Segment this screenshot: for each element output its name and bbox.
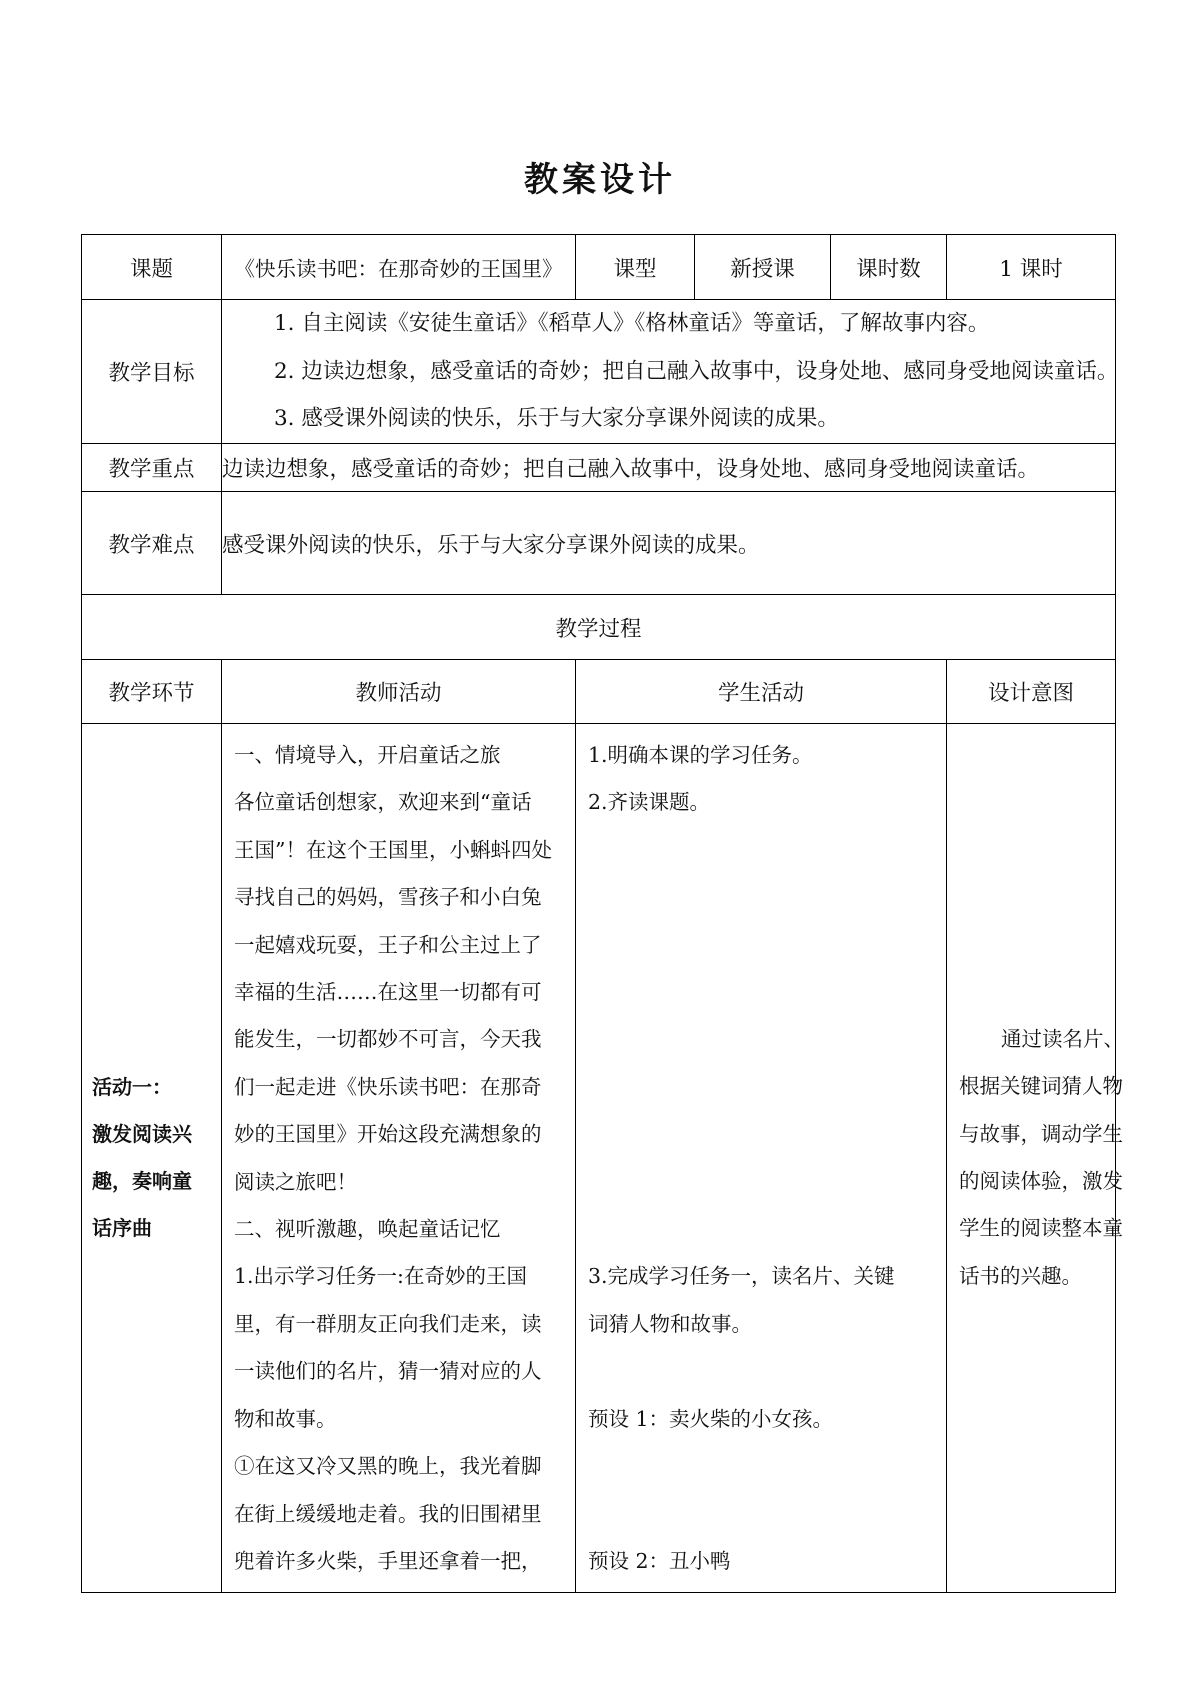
design-intent-line: 话书的兴趣。 [959, 1263, 1082, 1288]
column-header: 学生活动 [576, 660, 947, 724]
teacher-activity-line: 二、视听激趣，唤起童话记忆 [234, 1217, 501, 1242]
teacher-activity-line: 们一起走进《快乐读书吧：在那奇 [234, 1074, 542, 1099]
student-activity-line: 3.完成学习任务一，读名片、关键 [588, 1264, 895, 1289]
student-activity-line [588, 874, 940, 921]
activity-stage-line: 话序曲 [92, 1216, 152, 1240]
key-point-label: 教学重点 [82, 444, 222, 492]
student-activity-line [588, 1016, 940, 1063]
design-intent-cell [947, 724, 1124, 1593]
document-title: 教案设计 [524, 160, 676, 200]
activity-stage-line: 趣，奏响童 [92, 1169, 192, 1193]
teacher-activity-line: 能发生，一切都妙不可言，今天我 [234, 1027, 542, 1052]
teacher-activity-line: 1.出示学习任务一:在奇妙的王国 [234, 1264, 527, 1289]
student-activity-line: 预设 2：丑小鸭 [588, 1548, 731, 1573]
header-row [82, 235, 1116, 300]
design-intent-line: 通过读名片、 [1001, 1026, 1124, 1051]
student-activity-line [588, 1443, 940, 1490]
process-heading-row [82, 595, 1116, 660]
type-label: 课型 [576, 235, 695, 300]
activity-stage-line: 活动一： [92, 1075, 172, 1099]
teacher-activity-line: ①在这又冷又黑的晚上，我光着脚 [234, 1454, 542, 1479]
teacher-activity-cell [222, 724, 576, 1593]
column-header: 教学环节 [82, 660, 222, 724]
activity-stage-line: 激发阅读兴 [92, 1122, 192, 1146]
student-activity-line [588, 1348, 940, 1395]
design-intent-line: 与故事，调动学生 [959, 1121, 1123, 1146]
teacher-activity-line: 幸福的生活……在这里一切都有可 [234, 980, 542, 1005]
student-activity-line: 2.齐读课题。 [588, 790, 711, 815]
key-point-row [82, 444, 1116, 492]
activity-one-row [82, 724, 1116, 1593]
student-activity-line [588, 1491, 940, 1538]
column-header: 设计意图 [947, 660, 1116, 724]
student-activity-line [588, 1111, 940, 1158]
type-value: 新授课 [695, 235, 831, 300]
goal-item: 3. 感受课外阅读的快乐，乐于与大家分享课外阅读的成果。 [274, 406, 839, 432]
design-intent-line: 学生的阅读整本童 [959, 1216, 1123, 1241]
goal-item: 2. 边读边想象，感受童话的奇妙；把自己融入故事中，设身处地、感同身受地阅读童话。 [274, 358, 1119, 384]
teacher-activity-line: 里，有一群朋友正向我们走来，读 [234, 1311, 542, 1336]
teacher-activity-line: 王国”！在这个王国里，小蝌蚪四处 [234, 837, 552, 862]
student-activity-line [588, 922, 940, 969]
teacher-activity-line: 物和故事。 [234, 1406, 337, 1431]
student-activity-line [588, 1159, 940, 1206]
student-activity-line: 1.明确本课的学习任务。 [588, 743, 813, 767]
goals-list [222, 300, 1119, 444]
design-intent-line: 根据关键词猜人物 [959, 1074, 1123, 1099]
topic-label: 课题 [82, 235, 222, 300]
activity-stage-cell [82, 724, 222, 1593]
process-columns-row [82, 660, 1116, 724]
hours-label: 课时数 [831, 235, 947, 300]
teacher-activity-line: 阅读之旅吧！ [234, 1169, 357, 1194]
student-activity-line [588, 827, 940, 874]
student-activity-cell [576, 724, 947, 1593]
lesson-plan-table [81, 234, 1124, 1593]
student-activity-line [588, 1064, 940, 1111]
teacher-activity-line: 寻找自己的妈妈，雪孩子和小白兔 [234, 885, 542, 910]
teacher-activity-line: 一起嬉戏玩耍，王子和公主过上了 [234, 932, 542, 957]
design-intent-line: 的阅读体验，激发 [959, 1169, 1123, 1193]
key-point-text: 边读边想象，感受童话的奇妙；把自己融入故事中，设身处地、感同身受地阅读童话。 [222, 444, 1116, 492]
student-activity-line: 词猜人物和故事。 [588, 1311, 752, 1336]
process-heading: 教学过程 [82, 595, 1116, 660]
topic-value: 《快乐读书吧：在那奇妙的王国里》 [222, 235, 576, 300]
student-activity-line [588, 1206, 940, 1253]
teacher-activity-line: 各位童话创想家，欢迎来到“童话 [234, 790, 532, 815]
teacher-activity-line: 一、情境导入，开启童话之旅 [234, 743, 501, 767]
student-activity-line: 预设 1：卖火柴的小女孩。 [588, 1406, 834, 1431]
goals-row [82, 300, 1116, 444]
goal-item: 1. 自主阅读《安徒生童话》《稻草人》《格林童话》等童话，了解故事内容。 [274, 311, 990, 337]
teacher-activity-line: 一读他们的名片，猜一猜对应的人 [234, 1359, 542, 1384]
teacher-activity-line: 妙的王国里》开始这段充满想象的 [234, 1122, 542, 1147]
goals-label: 教学目标 [82, 300, 222, 444]
difficulty-text: 感受课外阅读的快乐，乐于与大家分享课外阅读的成果。 [222, 492, 1116, 595]
column-header: 教师活动 [222, 660, 576, 724]
difficulty-label: 教学难点 [82, 492, 222, 595]
teacher-activity-line: 兜着许多火柴，手里还拿着一把， [234, 1548, 542, 1573]
teacher-activity-line: 在街上缓缓地走着。我的旧围裙里 [234, 1501, 542, 1526]
student-activity-line [588, 969, 940, 1016]
hours-value: 1 课时 [947, 235, 1116, 300]
difficulty-row [82, 492, 1116, 595]
